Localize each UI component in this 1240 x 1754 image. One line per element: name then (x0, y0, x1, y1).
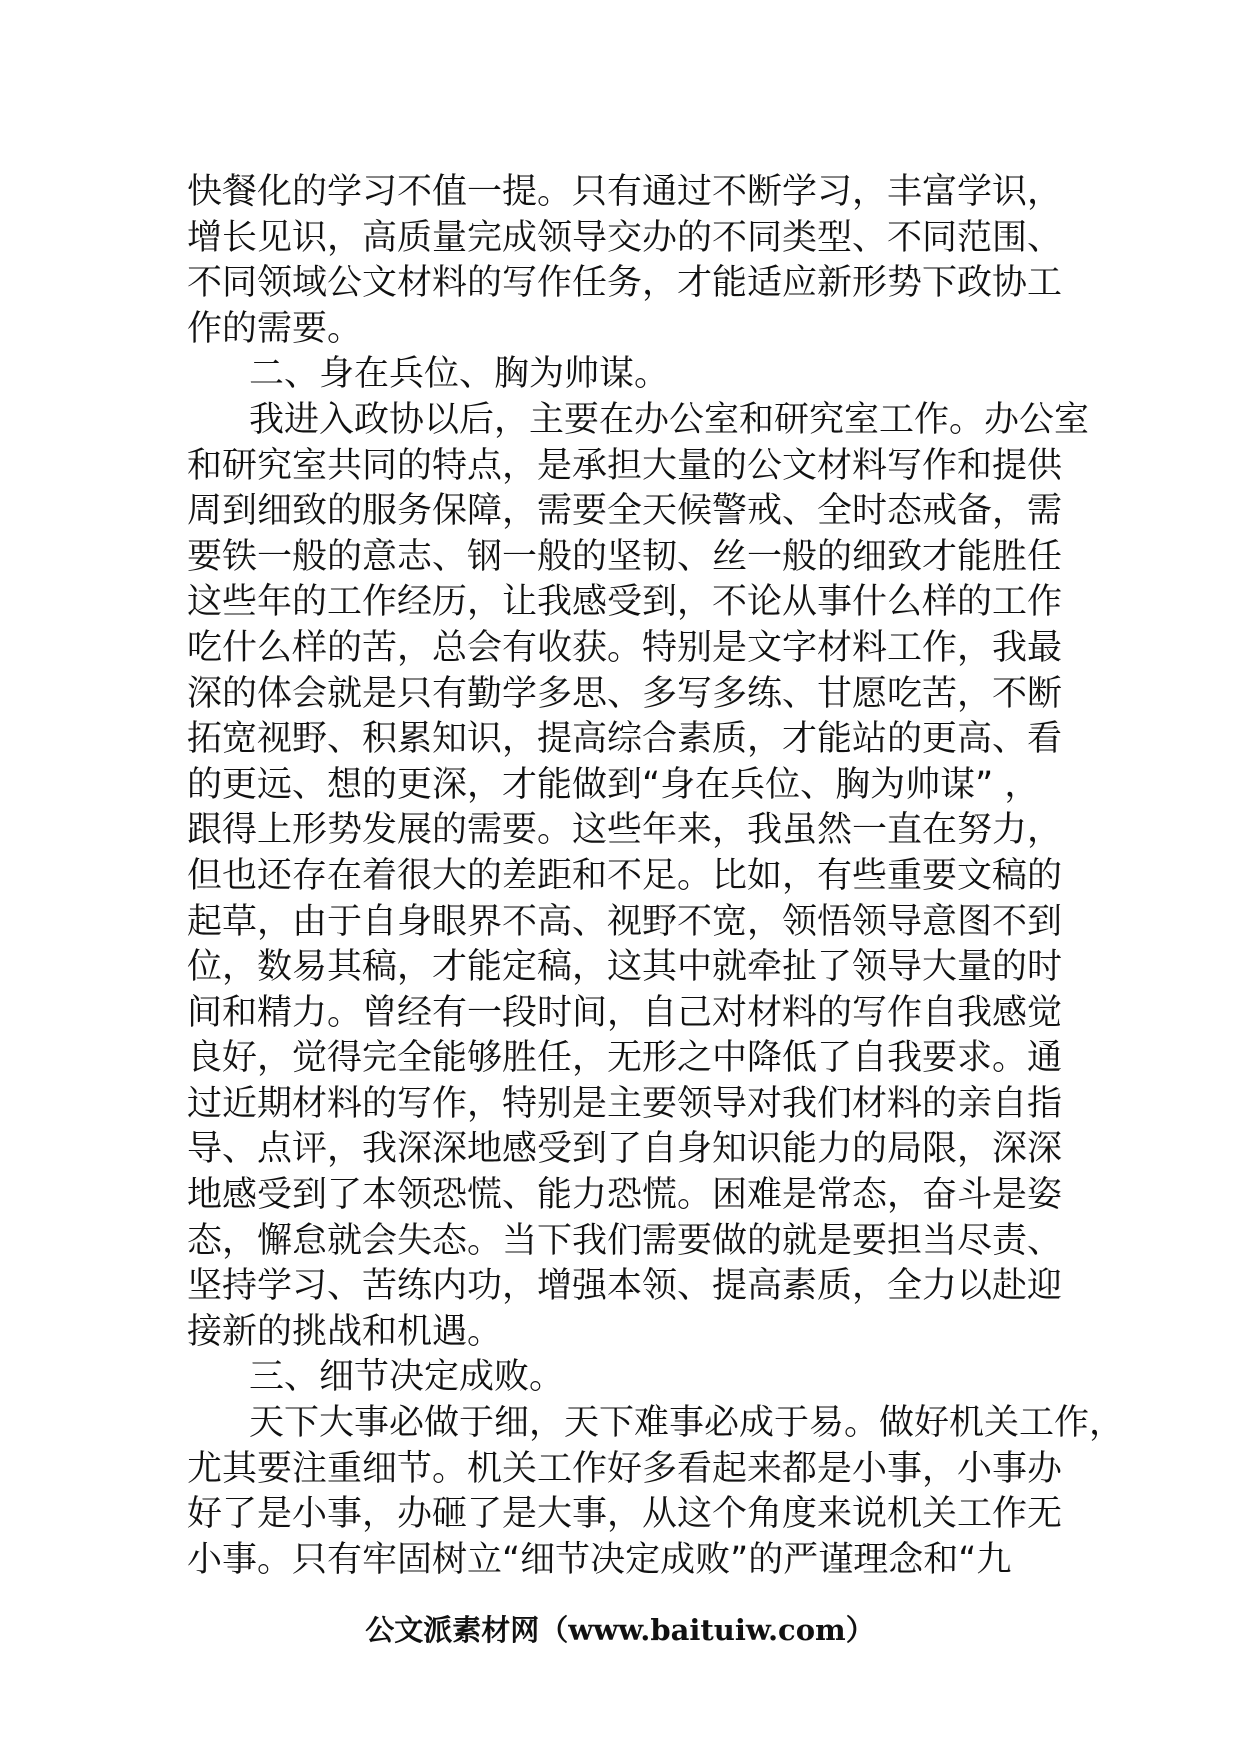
section-heading: 三、细节决定成败。 (249, 1357, 565, 1398)
text-line: 小事。只有牢固树立“细节决定成败”的严谨理念和“九 (187, 1539, 1012, 1580)
body-text (187, 170, 1125, 1583)
text-line: 要铁一般的意志、钢一般的坚韧、丝一般的细致才能胜任 (187, 536, 1063, 577)
text-line: 态，懈怠就会失态。当下我们需要做的就是要担当尽责、 (187, 1220, 1063, 1261)
text-line: 导、点评，我深深地感受到了自身知识能力的局限，深深 (187, 1129, 1063, 1170)
section-heading: 二、身在兵位、胸为帅谋。 (249, 354, 670, 395)
text-line: 不同领域公文材料的写作任务，才能适应新形势下政协工 (187, 263, 1063, 304)
footer-watermark: 公文派素材网（www.baituiw.com） (365, 1613, 875, 1647)
text-line: 尤其要注重细节。机关工作好多看起来都是小事，小事办 (187, 1448, 1063, 1489)
text-line: 位，数易其稿，才能定稿，这其中就牵扯了领导大量的时 (187, 947, 1063, 988)
text-line: 拓宽视野、积累知识，提高综合素质，才能站的更高、看 (187, 719, 1063, 760)
text-line: 起草，由于自身眼界不高、视野不宽，领悟领导意图不到 (187, 901, 1063, 942)
text-line: 深的体会就是只有勤学多思、多写多练、甘愿吃苦，不断 (187, 673, 1063, 714)
text-line: 良好，觉得完全能够胜任，无形之中降低了自我要求。通 (187, 1038, 1063, 1079)
text-line: 地感受到了本领恐慌、能力恐慌。困难是常态，奋斗是姿 (187, 1175, 1063, 1216)
text-line: 作的需要。 (187, 308, 363, 349)
text-line: 吃什么样的苦，总会有收获。特别是文字材料工作，我最 (187, 627, 1063, 668)
text-line: 增长见识，高质量完成领导交办的不同类型、不同范围、 (187, 217, 1063, 258)
text-line: 好了是小事，办砸了是大事，从这个角度来说机关工作无 (187, 1494, 1063, 1535)
text-line: 我进入政协以后，主要在办公室和研究室工作。办公室 (249, 399, 1090, 440)
text-line: 周到细致的服务保障，需要全天候警戒、全时态戒备，需 (187, 491, 1063, 532)
text-line: 跟得上形势发展的需要。这些年来，我虽然一直在努力， (187, 810, 1063, 851)
text-line: 间和精力。曾经有一段时间，自己对材料的写作自我感觉 (187, 992, 1063, 1033)
text-line: 天下大事必做于细，天下难事必成于易。做好机关工作， (249, 1403, 1125, 1444)
text-line: 接新的挑战和机遇。 (187, 1311, 503, 1352)
text-line: 快餐化的学习不值一提。只有通过不断学习，丰富学识， (187, 172, 1063, 212)
text-line: 坚持学习、苦练内功，增强本领、提高素质，全力以赴迎 (187, 1266, 1063, 1307)
text-line: 的更远、想的更深，才能做到“身在兵位、胸为帅谋” ， (187, 764, 1040, 805)
text-line: 和研究室共同的特点，是承担大量的公文材料写作和提供 (187, 445, 1063, 486)
text-line: 但也还存在着很大的差距和不足。比如，有些重要文稿的 (187, 855, 1063, 896)
text-line: 这些年的工作经历，让我感受到，不论从事什么样的工作 (187, 582, 1063, 623)
text-line: 过近期材料的写作，特别是主要领导对我们材料的亲自指 (187, 1083, 1063, 1124)
